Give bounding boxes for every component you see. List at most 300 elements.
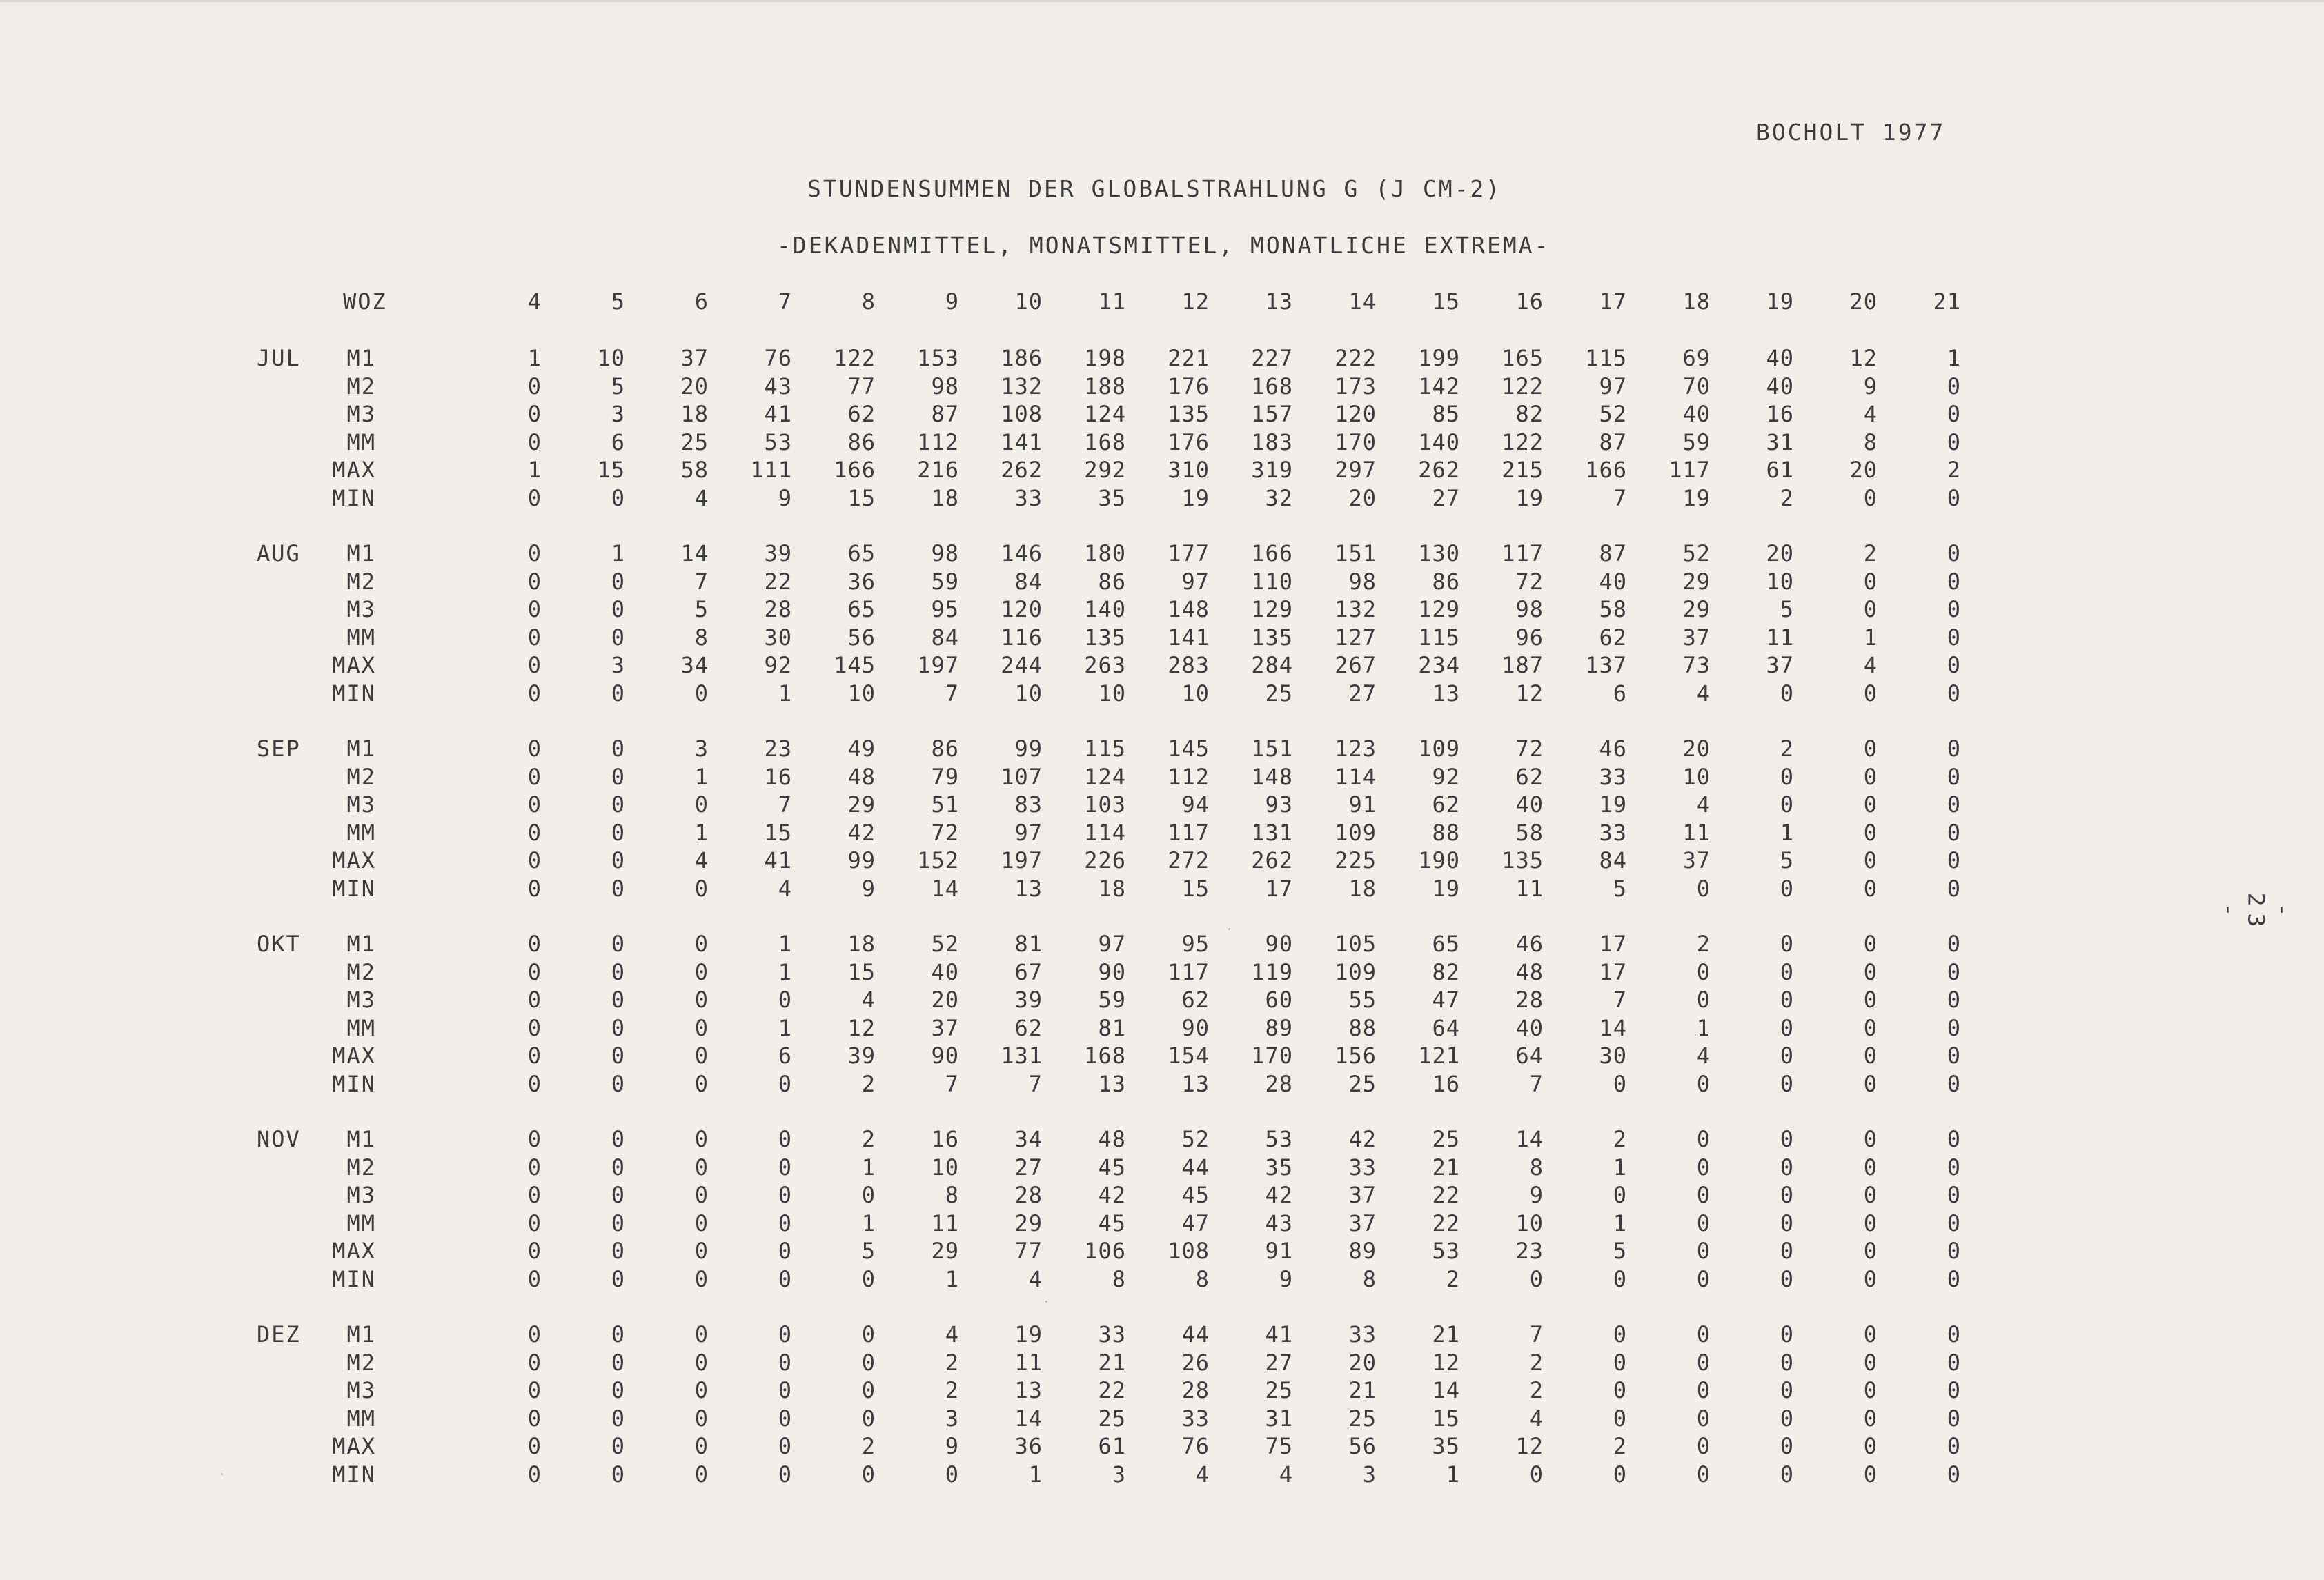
table-cell: 115 bbox=[1418, 624, 1460, 651]
table-cell: 137 bbox=[1585, 652, 1627, 678]
table-cell: 0 bbox=[1696, 1461, 1711, 1488]
table-cell: 48 bbox=[847, 763, 876, 790]
table-cell: 4 bbox=[694, 484, 709, 511]
row-label: M2 bbox=[346, 1154, 376, 1181]
table-cell: 0 bbox=[1947, 958, 1961, 985]
table-cell: 76 bbox=[764, 345, 792, 371]
table-cell: 0 bbox=[611, 847, 625, 873]
table-cell: 95 bbox=[1181, 931, 1210, 957]
table-cell: 0 bbox=[527, 373, 542, 399]
table-cell: 0 bbox=[527, 931, 542, 957]
table-cell: 3 bbox=[945, 1405, 959, 1432]
table-cell: 33 bbox=[1014, 484, 1043, 511]
table-cell: 0 bbox=[1947, 652, 1961, 678]
table-cell: 28 bbox=[1515, 987, 1544, 1013]
table-cell: 115 bbox=[1084, 735, 1126, 762]
table-cell: 0 bbox=[778, 1126, 792, 1152]
table-cell: 19 bbox=[1515, 484, 1544, 511]
table-cell: 310 bbox=[1168, 457, 1210, 483]
table-cell: 0 bbox=[527, 1433, 542, 1459]
row-label: M3 bbox=[346, 401, 376, 427]
table-cell: 0 bbox=[1947, 819, 1961, 846]
table-cell: 141 bbox=[1168, 624, 1210, 651]
table-cell: 62 bbox=[1599, 624, 1627, 651]
table-cell: 10 bbox=[847, 680, 876, 707]
table-cell: 1 bbox=[1696, 1014, 1711, 1041]
table-cell: 4 bbox=[945, 1321, 959, 1347]
table-cell: 10 bbox=[1682, 763, 1711, 790]
table-cell: 216 bbox=[917, 457, 959, 483]
table-cell: 15 bbox=[1181, 875, 1210, 902]
month-label: NOV bbox=[257, 1126, 301, 1152]
table-cell: 117 bbox=[1168, 819, 1210, 846]
table-cell: 0 bbox=[527, 1182, 542, 1208]
table-cell: 0 bbox=[1947, 428, 1961, 455]
table-cell: 0 bbox=[527, 819, 542, 846]
table-cell: 87 bbox=[931, 401, 959, 427]
table-cell: 190 bbox=[1418, 847, 1460, 873]
table-title: STUNDENSUMMEN DER GLOBALSTRAHLUNG G (J CM-2) bbox=[807, 175, 1502, 202]
table-cell: 0 bbox=[1947, 1321, 1961, 1347]
table-cell: 0 bbox=[778, 1321, 792, 1347]
table-cell: 35 bbox=[1098, 484, 1126, 511]
table-cell: 43 bbox=[764, 373, 792, 399]
table-cell: 67 bbox=[1014, 958, 1043, 985]
table-cell: 0 bbox=[1947, 847, 1961, 873]
table-cell: 0 bbox=[611, 1349, 625, 1376]
table-cell: 297 bbox=[1335, 457, 1377, 483]
table-cell: 168 bbox=[1084, 1043, 1126, 1069]
table-cell: 0 bbox=[1613, 1265, 1627, 1292]
table-cell: 0 bbox=[1696, 1349, 1711, 1376]
table-cell: 12 bbox=[847, 1014, 876, 1041]
month-label: SEP bbox=[257, 735, 301, 762]
woz-label: WOZ bbox=[343, 288, 387, 315]
table-cell: 42 bbox=[847, 819, 876, 846]
table-cell: 173 bbox=[1335, 373, 1377, 399]
table-cell: 157 bbox=[1251, 401, 1293, 427]
table-cell: 0 bbox=[694, 1043, 709, 1069]
table-cell: 4 bbox=[694, 847, 709, 873]
table-cell: 14 bbox=[1515, 1126, 1544, 1152]
table-cell: 0 bbox=[1947, 1377, 1961, 1403]
table-cell: 29 bbox=[1682, 596, 1711, 622]
table-cell: 120 bbox=[1335, 401, 1377, 427]
table-cell: 222 bbox=[1335, 345, 1377, 371]
table-cell: 5 bbox=[611, 373, 625, 399]
table-cell: 51 bbox=[931, 791, 959, 818]
table-cell: 0 bbox=[1696, 1209, 1711, 1236]
table-cell: 22 bbox=[1432, 1209, 1460, 1236]
table-cell: 115 bbox=[1585, 345, 1627, 371]
table-cell: 99 bbox=[847, 847, 876, 873]
table-cell: 1 bbox=[1446, 1461, 1460, 1488]
table-cell: 2 bbox=[1613, 1433, 1627, 1459]
table-cell: 61 bbox=[1098, 1433, 1126, 1459]
table-cell: 1 bbox=[778, 931, 792, 957]
table-cell: 0 bbox=[1696, 1433, 1711, 1459]
table-cell: 0 bbox=[1696, 1405, 1711, 1432]
table-cell: 86 bbox=[931, 735, 959, 762]
table-cell: 0 bbox=[1863, 763, 1878, 790]
table-cell: 267 bbox=[1335, 652, 1377, 678]
hour-header: 11 bbox=[1098, 288, 1126, 315]
table-cell: 0 bbox=[527, 1349, 542, 1376]
table-cell: 73 bbox=[1682, 652, 1711, 678]
table-cell: 39 bbox=[1014, 987, 1043, 1013]
table-cell: 62 bbox=[1515, 763, 1544, 790]
table-cell: 82 bbox=[1515, 401, 1544, 427]
table-cell: 40 bbox=[1515, 1014, 1544, 1041]
table-cell: 20 bbox=[680, 373, 709, 399]
table-cell: 8 bbox=[694, 624, 709, 651]
table-cell: 2 bbox=[945, 1349, 959, 1376]
table-cell: 0 bbox=[694, 1126, 709, 1152]
table-cell: 23 bbox=[1515, 1238, 1544, 1264]
table-cell: 198 bbox=[1084, 345, 1126, 371]
table-cell: 135 bbox=[1251, 624, 1293, 651]
table-cell: 0 bbox=[611, 791, 625, 818]
table-cell: 2 bbox=[1947, 457, 1961, 483]
table-cell: 47 bbox=[1181, 1209, 1210, 1236]
table-cell: 0 bbox=[527, 1209, 542, 1236]
table-cell: 65 bbox=[1432, 931, 1460, 957]
table-cell: 1 bbox=[778, 1014, 792, 1041]
table-cell: 0 bbox=[611, 819, 625, 846]
table-cell: 168 bbox=[1084, 428, 1126, 455]
table-cell: 19 bbox=[1682, 484, 1711, 511]
table-cell: 151 bbox=[1335, 540, 1377, 566]
table-cell: 27 bbox=[1014, 1154, 1043, 1181]
table-cell: 4 bbox=[1028, 1265, 1043, 1292]
table-cell: 0 bbox=[1863, 875, 1878, 902]
hour-header: 12 bbox=[1181, 288, 1210, 315]
table-cell: 0 bbox=[1863, 819, 1878, 846]
table-cell: 1 bbox=[611, 540, 625, 566]
table-cell: 41 bbox=[764, 401, 792, 427]
table-cell: 2 bbox=[1780, 735, 1794, 762]
table-cell: 31 bbox=[1766, 428, 1794, 455]
table-cell: 18 bbox=[847, 931, 876, 957]
table-cell: 1 bbox=[945, 1265, 959, 1292]
table-cell: 37 bbox=[1348, 1182, 1377, 1208]
table-cell: 62 bbox=[847, 401, 876, 427]
table-cell: 0 bbox=[1863, 1043, 1878, 1069]
table-cell: 0 bbox=[1947, 568, 1961, 595]
table-cell: 0 bbox=[611, 931, 625, 957]
table-cell: 0 bbox=[694, 791, 709, 818]
table-cell: 5 bbox=[1613, 1238, 1627, 1264]
hour-header: 14 bbox=[1348, 288, 1377, 315]
table-cell: 0 bbox=[611, 484, 625, 511]
table-cell: 262 bbox=[1251, 847, 1293, 873]
table-cell: 22 bbox=[1432, 1182, 1460, 1208]
table-cell: 109 bbox=[1418, 735, 1460, 762]
table-cell: 28 bbox=[764, 596, 792, 622]
table-cell: 70 bbox=[1682, 373, 1711, 399]
row-label: MM bbox=[346, 1209, 376, 1236]
table-cell: 6 bbox=[1613, 680, 1627, 707]
table-cell: 19 bbox=[1181, 484, 1210, 511]
table-cell: 33 bbox=[1181, 1405, 1210, 1432]
table-cell: 0 bbox=[694, 1377, 709, 1403]
table-cell: 166 bbox=[834, 457, 876, 483]
table-cell: 0 bbox=[1529, 1265, 1544, 1292]
table-cell: 0 bbox=[1780, 1321, 1794, 1347]
table-cell: 1 bbox=[1863, 624, 1878, 651]
table-cell: 45 bbox=[1181, 1182, 1210, 1208]
table-cell: 31 bbox=[1265, 1405, 1293, 1432]
table-cell: 58 bbox=[1515, 819, 1544, 846]
table-cell: 21 bbox=[1432, 1154, 1460, 1181]
table-cell: 40 bbox=[1599, 568, 1627, 595]
table-cell: 180 bbox=[1084, 540, 1126, 566]
table-cell: 0 bbox=[1863, 596, 1878, 622]
table-cell: 0 bbox=[1780, 1154, 1794, 1181]
table-cell: 122 bbox=[834, 345, 876, 371]
table-cell: 0 bbox=[527, 791, 542, 818]
row-label: MIN bbox=[332, 1265, 376, 1292]
row-label: M1 bbox=[346, 735, 376, 762]
table-cell: 0 bbox=[778, 987, 792, 1013]
table-cell: 0 bbox=[1863, 1349, 1878, 1376]
row-label: M3 bbox=[346, 791, 376, 818]
table-cell: 53 bbox=[1265, 1126, 1293, 1152]
table-cell: 11 bbox=[1766, 624, 1794, 651]
hour-header: 6 bbox=[694, 288, 709, 315]
table-cell: 0 bbox=[611, 1405, 625, 1432]
table-cell: 29 bbox=[931, 1238, 959, 1264]
table-cell: 0 bbox=[778, 1349, 792, 1376]
table-cell: 103 bbox=[1084, 791, 1126, 818]
table-cell: 0 bbox=[527, 735, 542, 762]
table-cell: 4 bbox=[1696, 680, 1711, 707]
table-cell: 0 bbox=[861, 1377, 876, 1403]
table-cell: 0 bbox=[611, 568, 625, 595]
table-cell: 39 bbox=[847, 1043, 876, 1069]
hour-header: 17 bbox=[1599, 288, 1627, 315]
table-cell: 0 bbox=[611, 1070, 625, 1097]
table-cell: 1 bbox=[1947, 345, 1961, 371]
hour-header: 15 bbox=[1432, 288, 1460, 315]
table-cell: 11 bbox=[1515, 875, 1544, 902]
table-cell: 0 bbox=[1863, 1321, 1878, 1347]
table-cell: 0 bbox=[1780, 763, 1794, 790]
table-cell: 0 bbox=[1947, 1126, 1961, 1152]
table-cell: 215 bbox=[1501, 457, 1544, 483]
table-cell: 0 bbox=[694, 1238, 709, 1264]
table-cell: 0 bbox=[778, 1182, 792, 1208]
table-cell: 0 bbox=[1863, 931, 1878, 957]
table-cell: 1 bbox=[694, 763, 709, 790]
table-cell: 0 bbox=[1780, 1014, 1794, 1041]
table-cell: 124 bbox=[1084, 401, 1126, 427]
table-cell: 0 bbox=[1947, 596, 1961, 622]
row-label: M2 bbox=[346, 1349, 376, 1376]
table-cell: 20 bbox=[1766, 540, 1794, 566]
table-cell: 21 bbox=[1098, 1349, 1126, 1376]
table-cell: 7 bbox=[945, 680, 959, 707]
table-cell: 0 bbox=[527, 987, 542, 1013]
table-cell: 97 bbox=[1014, 819, 1043, 846]
table-cell: 0 bbox=[611, 1461, 625, 1488]
table-cell: 76 bbox=[1181, 1433, 1210, 1459]
table-cell: 91 bbox=[1348, 791, 1377, 818]
table-cell: 0 bbox=[1780, 791, 1794, 818]
table-cell: 0 bbox=[527, 1238, 542, 1264]
table-cell: 151 bbox=[1251, 735, 1293, 762]
table-cell: 3 bbox=[611, 652, 625, 678]
table-cell: 1 bbox=[694, 819, 709, 846]
table-cell: 0 bbox=[611, 958, 625, 985]
table-cell: 0 bbox=[1863, 1461, 1878, 1488]
table-cell: 5 bbox=[1780, 596, 1794, 622]
table-cell: 59 bbox=[1098, 987, 1126, 1013]
table-cell: 27 bbox=[1432, 484, 1460, 511]
table-cell: 0 bbox=[611, 875, 625, 902]
table-cell: 14 bbox=[931, 875, 959, 902]
table-cell: 262 bbox=[1001, 457, 1043, 483]
row-label: MM bbox=[346, 1405, 376, 1432]
table-cell: 28 bbox=[1181, 1377, 1210, 1403]
table-cell: 4 bbox=[1195, 1461, 1210, 1488]
table-cell: 0 bbox=[694, 1321, 709, 1347]
table-cell: 86 bbox=[847, 428, 876, 455]
row-label: MAX bbox=[332, 457, 376, 483]
table-cell: 0 bbox=[694, 1405, 709, 1432]
hour-header: 16 bbox=[1515, 288, 1544, 315]
table-cell: 227 bbox=[1251, 345, 1293, 371]
table-cell: 109 bbox=[1335, 819, 1377, 846]
table-cell: 0 bbox=[1947, 1349, 1961, 1376]
table-cell: 40 bbox=[1766, 373, 1794, 399]
table-cell: 108 bbox=[1001, 401, 1043, 427]
table-cell: 30 bbox=[1599, 1043, 1627, 1069]
table-cell: 0 bbox=[527, 875, 542, 902]
table-cell: 7 bbox=[694, 568, 709, 595]
table-cell: 97 bbox=[1181, 568, 1210, 595]
table-cell: 197 bbox=[1001, 847, 1043, 873]
table-cell: 0 bbox=[778, 1461, 792, 1488]
table-cell: 45 bbox=[1098, 1209, 1126, 1236]
table-cell: 40 bbox=[931, 958, 959, 985]
table-cell: 1 bbox=[1780, 819, 1794, 846]
table-cell: 0 bbox=[861, 1405, 876, 1432]
table-cell: 17 bbox=[1599, 931, 1627, 957]
table-cell: 0 bbox=[778, 1238, 792, 1264]
table-cell: 15 bbox=[1432, 1405, 1460, 1432]
table-cell: 8 bbox=[1195, 1265, 1210, 1292]
table-cell: 18 bbox=[1098, 875, 1126, 902]
table-cell: 0 bbox=[1863, 1433, 1878, 1459]
table-cell: 27 bbox=[1265, 1349, 1293, 1376]
table-cell: 114 bbox=[1084, 819, 1126, 846]
table-cell: 64 bbox=[1432, 1014, 1460, 1041]
table-cell: 0 bbox=[1863, 1377, 1878, 1403]
table-cell: 0 bbox=[527, 1154, 542, 1181]
table-cell: 0 bbox=[1863, 987, 1878, 1013]
table-cell: 0 bbox=[611, 1182, 625, 1208]
table-cell: 0 bbox=[1696, 1321, 1711, 1347]
table-cell: 140 bbox=[1418, 428, 1460, 455]
table-cell: 105 bbox=[1335, 931, 1377, 957]
table-cell: 48 bbox=[1515, 958, 1544, 985]
table-cell: 90 bbox=[1181, 1014, 1210, 1041]
table-cell: 4 bbox=[861, 987, 876, 1013]
table-cell: 53 bbox=[1432, 1238, 1460, 1264]
table-cell: 0 bbox=[1780, 1238, 1794, 1264]
table-cell: 112 bbox=[1168, 763, 1210, 790]
table-cell: 0 bbox=[1780, 958, 1794, 985]
table-cell: 0 bbox=[1780, 875, 1794, 902]
table-cell: 0 bbox=[1696, 1265, 1711, 1292]
table-cell: 10 bbox=[1181, 680, 1210, 707]
table-cell: 0 bbox=[1863, 735, 1878, 762]
table-cell: 0 bbox=[1696, 958, 1711, 985]
table-cell: 5 bbox=[861, 1238, 876, 1264]
table-cell: 244 bbox=[1001, 652, 1043, 678]
table-cell: 0 bbox=[611, 680, 625, 707]
table-cell: 123 bbox=[1335, 735, 1377, 762]
table-cell: 90 bbox=[931, 1043, 959, 1069]
table-cell: 11 bbox=[1682, 819, 1711, 846]
table-cell: 60 bbox=[1265, 987, 1293, 1013]
table-cell: 56 bbox=[1348, 1433, 1377, 1459]
table-cell: 0 bbox=[1780, 1043, 1794, 1069]
table-cell: 4 bbox=[1696, 791, 1711, 818]
table-cell: 33 bbox=[1599, 763, 1627, 790]
table-cell: 36 bbox=[847, 568, 876, 595]
hour-header: 9 bbox=[945, 288, 959, 315]
table-cell: 55 bbox=[1348, 987, 1377, 1013]
row-label: MAX bbox=[332, 1043, 376, 1069]
table-cell: 59 bbox=[931, 568, 959, 595]
table-cell: 39 bbox=[764, 540, 792, 566]
table-cell: 234 bbox=[1418, 652, 1460, 678]
table-cell: 176 bbox=[1168, 373, 1210, 399]
table-cell: 0 bbox=[1947, 680, 1961, 707]
table-cell: 108 bbox=[1168, 1238, 1210, 1264]
table-cell: 98 bbox=[1515, 596, 1544, 622]
table-cell: 42 bbox=[1265, 1182, 1293, 1208]
hour-header: 19 bbox=[1766, 288, 1794, 315]
table-cell: 49 bbox=[847, 735, 876, 762]
table-cell: 2 bbox=[1696, 931, 1711, 957]
table-cell: 9 bbox=[861, 875, 876, 902]
table-cell: 1 bbox=[1028, 1461, 1043, 1488]
table-cell: 25 bbox=[1265, 680, 1293, 707]
row-label: M3 bbox=[346, 596, 376, 622]
table-cell: 8 bbox=[1112, 1265, 1126, 1292]
table-cell: 0 bbox=[1947, 1043, 1961, 1069]
table-cell: 0 bbox=[527, 1377, 542, 1403]
table-cell: 4 bbox=[1529, 1405, 1544, 1432]
table-cell: 0 bbox=[1613, 1182, 1627, 1208]
table-cell: 132 bbox=[1001, 373, 1043, 399]
table-cell: 221 bbox=[1168, 345, 1210, 371]
table-cell: 0 bbox=[611, 1209, 625, 1236]
table-cell: 0 bbox=[611, 1377, 625, 1403]
table-cell: 0 bbox=[1947, 373, 1961, 399]
table-cell: 15 bbox=[847, 484, 876, 511]
table-cell: 0 bbox=[1780, 1377, 1794, 1403]
table-cell: 0 bbox=[778, 1209, 792, 1236]
table-cell: 2 bbox=[1529, 1377, 1544, 1403]
table-cell: 25 bbox=[1348, 1405, 1377, 1432]
table-cell: 0 bbox=[1613, 1070, 1627, 1097]
table-cell: 1 bbox=[527, 457, 542, 483]
table-cell: 47 bbox=[1432, 987, 1460, 1013]
